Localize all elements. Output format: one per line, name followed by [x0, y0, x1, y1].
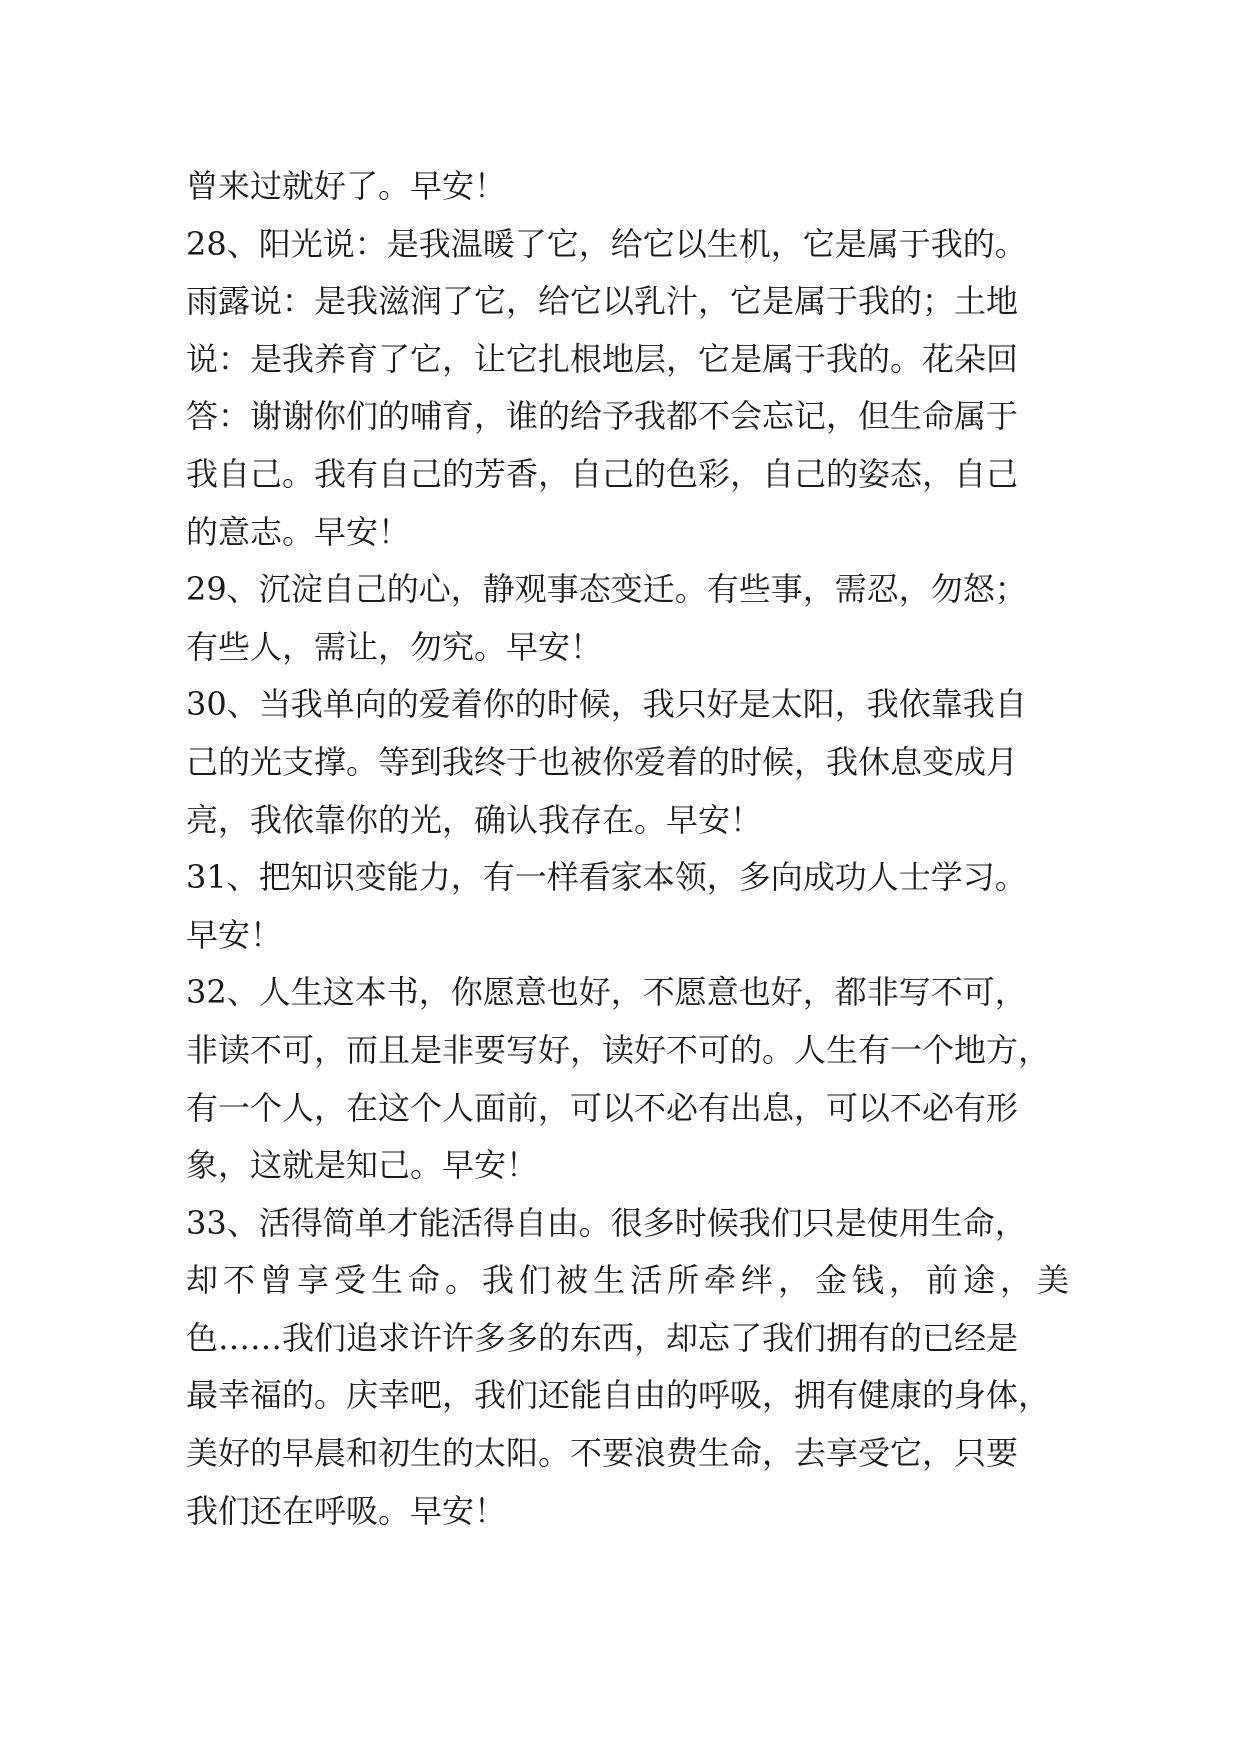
item-29-line: 29、沉淀自己的心，静观事态变迁。有些事，需忍，勿怒； — [186, 570, 1027, 609]
text-line: 答：谢谢你们的哺育，谁的给予我都不会忘记，但生命属于 — [186, 397, 1019, 436]
text-line: 我自己。我有自己的芳香，自己的色彩，自己的姿态，自己 — [186, 454, 1019, 493]
text-line: 非读不可，而且是非要写好，读好不可的。人生有一个地方， — [186, 1030, 1051, 1069]
text-line: 我们还在呼吸。早安！ — [186, 1491, 507, 1530]
text-line: 有一个人，在这个人面前，可以不必有出息，可以不必有形 — [186, 1088, 1019, 1127]
text-line: 却不曾享受生命。我们被生活所牵绊，金钱，前途，美 — [186, 1261, 1075, 1300]
text-line: 美好的早晨和初生的太阳。不要浪费生命，去享受它，只要 — [186, 1434, 1019, 1473]
item-32-line: 32、人生这本书，你愿意也好，不愿意也好，都非写不可， — [186, 973, 1027, 1012]
text-line: 己的光支撑。等到我终于也被你爱着的时候，我休息变成月 — [186, 742, 1019, 781]
item-33-line: 33、活得简单才能活得自由。很多时候我们只是使用生命， — [186, 1203, 1027, 1242]
text-line: 有些人，需让，勿究。早安！ — [186, 627, 603, 666]
text-line: 亮，我依靠你的光，确认我存在。早安！ — [186, 800, 763, 839]
text-line: 曾来过就好了。早安！ — [186, 167, 507, 205]
text-line: 象，这就是知己。早安！ — [186, 1146, 539, 1185]
text-line: 早安！ — [186, 915, 283, 954]
text-line: 色……我们追求许许多多的东西，却忘了我们拥有的已经是 — [186, 1318, 1019, 1357]
text-line: 雨露说：是我滋润了它，给它以乳汁，它是属于我的；土地 — [186, 282, 1019, 321]
item-28-line: 28、阳光说：是我温暖了它，给它以生机，它是属于我的。 — [186, 224, 1027, 263]
text-line: 最幸福的。庆幸吧，我们还能自由的呼吸，拥有健康的身体， — [186, 1376, 1051, 1415]
item-31-line: 31、把知识变能力，有一样看家本领，多向成功人士学习。 — [186, 858, 1027, 897]
text-line: 的意志。早安！ — [186, 512, 411, 551]
document-body — [186, 158, 1075, 1540]
text-line: 说：是我养育了它，让它扎根地层，它是属于我的。花朵回 — [186, 339, 1019, 378]
item-30-line: 30、当我单向的爱着你的时候，我只好是太阳，我依靠我自 — [186, 685, 1027, 724]
